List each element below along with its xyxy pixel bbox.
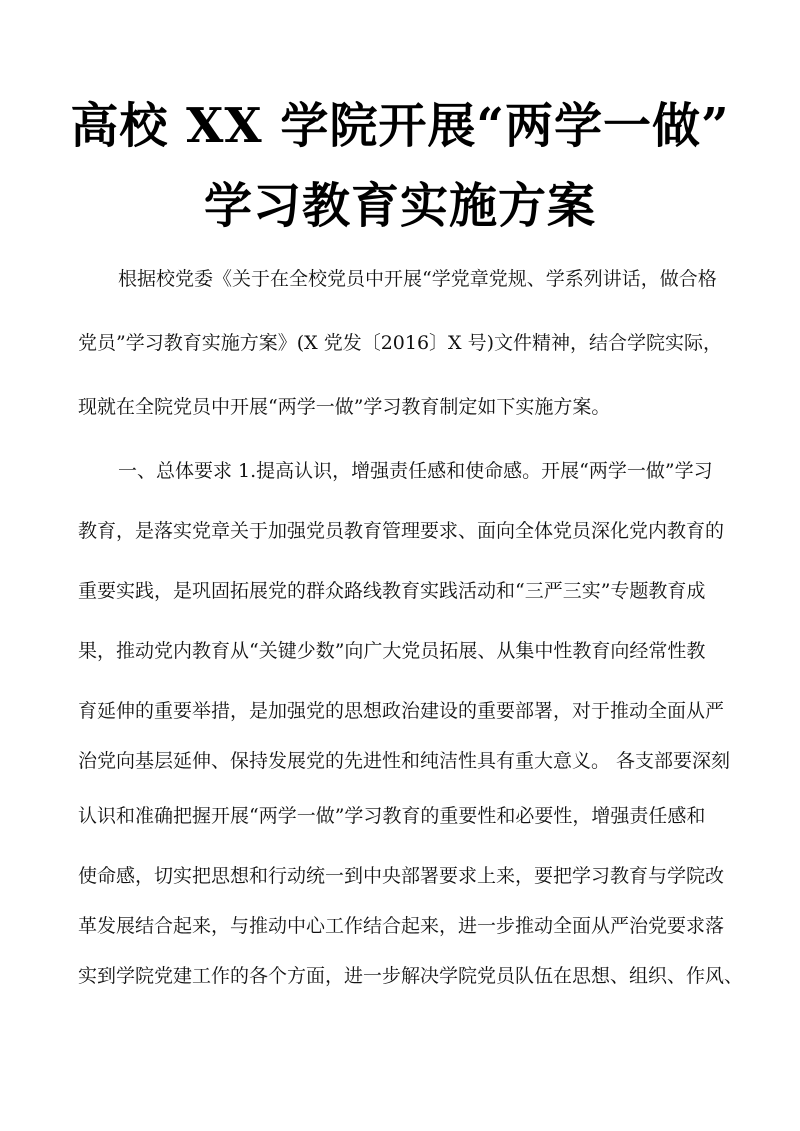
body-line: 治党向基层延伸、保持发展党的先进性和纯洁性具有重大意义。 各支部要深刻 — [78, 750, 731, 772]
body-line: 使命感，切实把思想和行动统一到中央部署要求上来，要把学习教育与学院改 — [78, 865, 725, 887]
body-line: 一、总体要求 1.提高认识，增强责任感和使命感。开展“两学一做”学习 — [118, 460, 713, 482]
body-line: 实到学院党建工作的各个方面，进一步解决学院党员队伍在思想、组织、作风、 — [78, 965, 744, 987]
body-line: 革发展结合起来，与推动中心工作结合起来，进一步推动全面从严治党要求落 — [78, 915, 725, 937]
body-line: 育延伸的重要举措，是加强党的思想政治建设的重要部署，对于推动全面从严 — [78, 700, 725, 722]
body-line: 认识和准确把握开展“两学一做”学习教育的重要性和必要性，增强责任感和 — [78, 805, 706, 827]
body-line: 重要实践，是巩固拓展党的群众路线教育实践活动和“三严三实”专题教育成 — [78, 580, 706, 602]
body-line: 根据校党委《关于在全校党员中开展“学党章党规、学系列讲话，做合格 — [118, 268, 717, 290]
body-line: 教育，是落实党章关于加强党员教育管理要求、面向全体党员深化党内教育的 — [78, 520, 725, 542]
body-line: 果，推动党内教育从“关键少数”向广大党员拓展、从集中性教育向经常性教 — [78, 640, 706, 662]
body-line: 现就在全院党员中开展“两学一做”学习教育制定如下实施方案。 — [78, 396, 611, 418]
document-title-line-2: 学习教育实施方案 — [203, 178, 596, 234]
document-title-line-1: 高校 XX 学院开展“两学一做” — [70, 98, 730, 154]
body-line: 党员”学习教育实施方案》(X 党发〔2016〕X 号)文件精神，结合学院实际， — [78, 332, 723, 354]
